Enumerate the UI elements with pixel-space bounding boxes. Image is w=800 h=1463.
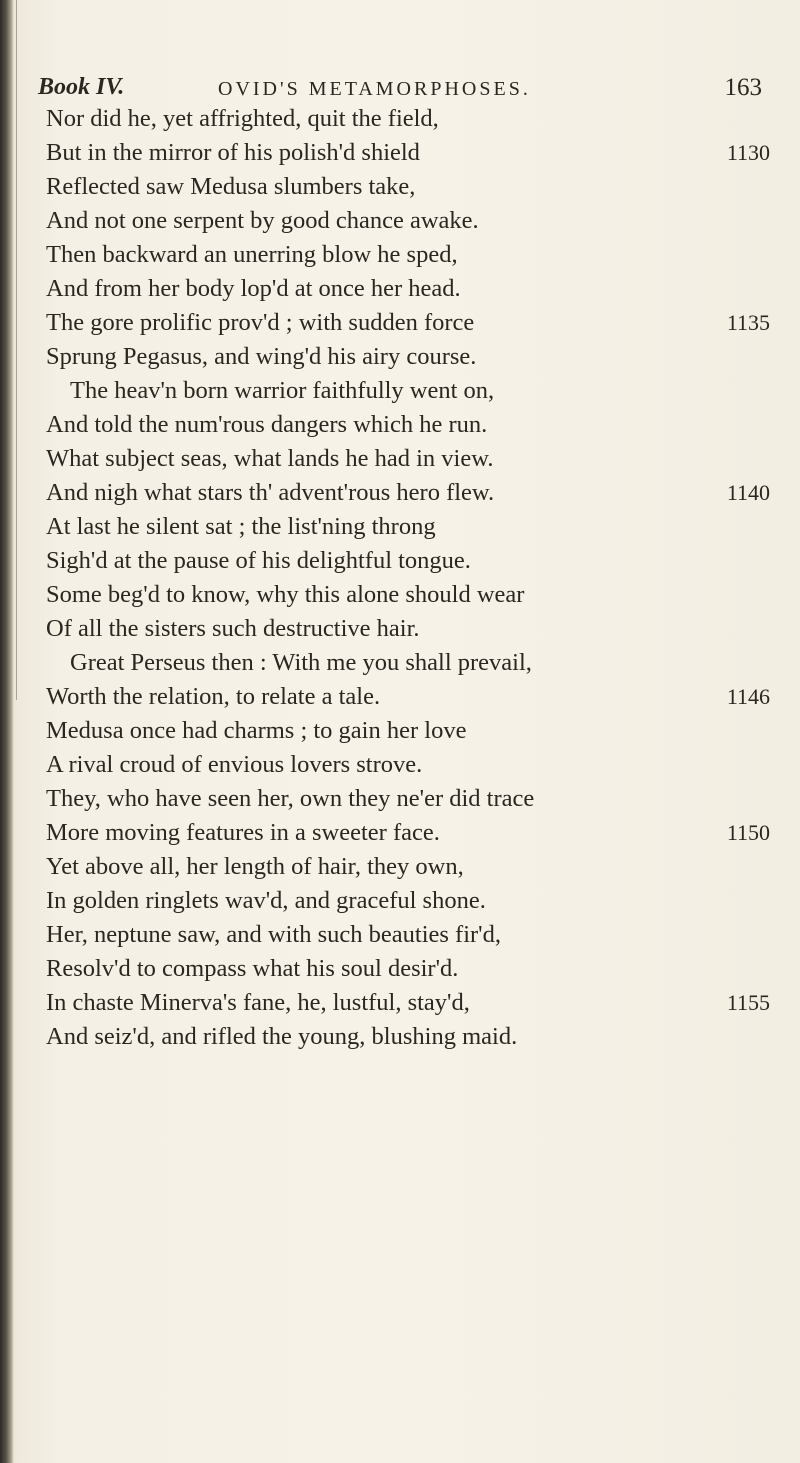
line-number: 1130 [726, 140, 770, 165]
verse-line: Sprung Pegasus, and wing'd his airy course. [46, 343, 477, 370]
book-label: Book IV. [38, 74, 125, 100]
verse-line: And told the num'rous dangers which he run. [46, 411, 488, 438]
verse-line: Her, neptune saw, and with such beauties fir'd, [46, 921, 501, 948]
verse-line: And from her body lop'd at once her head. [46, 275, 461, 302]
verse-line: A rival croud of envious lovers strove. [46, 751, 423, 778]
verse-line: Nor did he, yet affrighted, quit the field, [46, 105, 439, 132]
verse-line: They, who have seen her, own they ne'er did trace [46, 785, 535, 812]
verse-line: Resolv'd to compass what his soul desir'd. [46, 955, 459, 982]
verse-line: And seiz'd, and rifled the young, blushing maid. [46, 1023, 518, 1050]
verse-line: Great Perseus then : With me you shall prevail, [70, 649, 532, 676]
verse-line: The gore prolific prov'd ; with sudden force [46, 309, 475, 336]
verse-line: And nigh what stars th' advent'rous hero flew. [46, 479, 495, 506]
gutter-edge [16, 0, 17, 700]
verse-line: Reflected saw Medusa slumbers take, [46, 173, 416, 200]
verse-line: What subject seas, what lands he had in view. [46, 445, 494, 472]
line-number: 1155 [726, 990, 770, 1015]
verse-line: Worth the relation, to relate a tale. [46, 683, 381, 710]
verse-line: Medusa once had charms ; to gain her love [46, 717, 467, 744]
line-number: 1150 [726, 820, 770, 845]
verse-line: Some beg'd to know, why this alone should wear [46, 581, 525, 608]
line-number: 1146 [726, 684, 770, 709]
verse-line: Yet above all, her length of hair, they own, [46, 853, 464, 880]
verse-line: In chaste Minerva's fane, he, lustful, stay'd, [46, 989, 470, 1016]
verse-line: At last he silent sat ; the list'ning throng [46, 513, 436, 540]
verse-line: The heav'n born warrior faithfully went on, [70, 377, 495, 404]
verse-line: And not one serpent by good chance awake. [46, 207, 479, 234]
verse-line: Of all the sisters such destructive hair. [46, 615, 420, 642]
verse-line: In golden ringlets wav'd, and graceful shone. [46, 887, 486, 914]
verse-line: Then backward an unerring blow he sped, [46, 241, 458, 268]
verse-line: Sigh'd at the pause of his delightful tongue. [46, 547, 471, 574]
verse-line: But in the mirror of his polish'd shield [46, 139, 420, 166]
page-number: 163 [724, 74, 762, 101]
line-number: 1135 [726, 310, 770, 335]
line-number: 1140 [726, 480, 770, 505]
verse-line: More moving features in a sweeter face. [46, 819, 440, 846]
running-title: OVID'S METAMORPHOSES. [218, 78, 531, 100]
binding-gutter [0, 0, 14, 1463]
